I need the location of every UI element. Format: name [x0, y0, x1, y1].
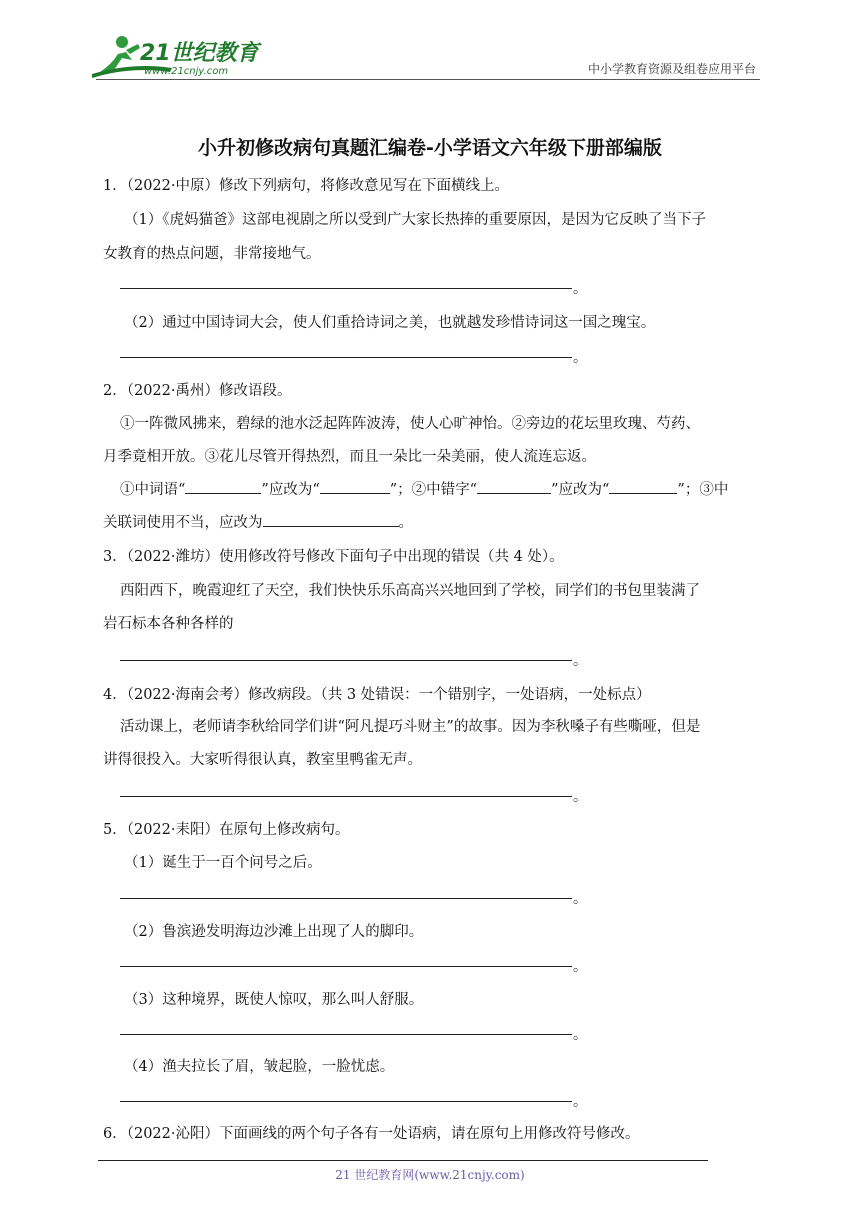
q1-s2-answer-line[interactable]	[120, 357, 572, 358]
footer-divider	[98, 1160, 708, 1161]
q2-blank-char-correct[interactable]	[609, 479, 677, 494]
header-divider	[96, 79, 760, 80]
q2-blank-word-correct[interactable]	[320, 479, 390, 494]
q2-ans-c: ”；②中错字“	[389, 482, 478, 498]
q5-s1-answer-line[interactable]	[120, 898, 572, 899]
q2-ans-line2: 关联词使用不当，应改为	[103, 515, 263, 531]
q3-paragraph-line2: 岩石标本各种各样的	[103, 616, 234, 632]
page-title: 小升初修改病句真题汇编卷-小学语文六年级下册部编版	[198, 137, 662, 159]
q6-stem: 6．（2022·沁阳）下面画线的两个句子各有一处语病，请在原句上用修改符号修改。	[103, 1126, 640, 1142]
q2-ans-b: ”应改为“	[261, 482, 320, 498]
period: 。	[573, 350, 587, 366]
q2-ans-end: 。	[398, 515, 413, 531]
site-logo	[92, 32, 262, 80]
q4-paragraph-line2: 讲得很投入。大家听得很认真，教室里鸭雀无声。	[103, 752, 422, 768]
q1-s1-answer-line[interactable]	[120, 288, 572, 289]
q3-paragraph-line1: 西阳西下，晚霞迎红了天空，我们快快乐乐高高兴兴地回到了学校，同学们的书包里装满了	[120, 583, 700, 599]
period: 。	[573, 653, 587, 669]
q3-answer-line[interactable]	[120, 660, 572, 661]
q2-blank-word-wrong[interactable]	[185, 479, 261, 494]
q5-s2-answer-line[interactable]	[120, 966, 572, 967]
q2-answer-line1	[120, 478, 728, 499]
period: 。	[573, 891, 587, 907]
q1-stem: 1．（2022·中原）修改下列病句，将修改意见写在下面横线上。	[103, 178, 509, 194]
q5-s3: （3）这种境界，既使人惊叹，那么叫人舒服。	[124, 992, 424, 1008]
q5-s2: （2）鲁滨逊发明海边沙滩上出现了人的脚印。	[124, 924, 424, 940]
runner-logo-icon	[92, 32, 262, 80]
q2-blank-char-wrong[interactable]	[477, 479, 551, 494]
footer-text[interactable]: 21 世纪教育网(www.21cnjy.com)	[335, 1168, 525, 1182]
q2-ans-e: ”；③中	[677, 482, 729, 498]
header-platform-name: 中小学教育资源及组卷应用平台	[587, 62, 756, 76]
q4-answer-line[interactable]	[120, 796, 572, 797]
q2-answer-line2	[103, 511, 413, 532]
q1-s2: （2）通过中国诗词大会，使人们重拾诗词之美，也就越发珍惜诗词这一国之瑰宝。	[124, 315, 656, 331]
q3-stem: 3．（2022·潍坊）使用修改符号修改下面句子中出现的错误（共 4 处）。	[103, 549, 564, 565]
period: 。	[573, 789, 587, 805]
q5-stem: 5．（2022·耒阳）在原句上修改病句。	[103, 822, 350, 838]
q2-blank-conjunction[interactable]	[263, 512, 399, 527]
q1-s1-line1: （1）《虎妈猫爸》这部电视剧之所以受到广大家长热捧的重要原因，是因为它反映了当下子	[124, 212, 706, 228]
logo-text: 21世纪教育	[140, 41, 259, 66]
q4-stem: 4．（2022·海南会考）修改病段。（共 3 处错误：一个错别字，一处语病，一处标点）	[103, 687, 651, 703]
period: 。	[573, 281, 587, 297]
period: 。	[573, 1027, 587, 1043]
period: 。	[573, 959, 587, 975]
q5-s3-answer-line[interactable]	[120, 1034, 572, 1035]
q2-ans-a: ①中词语“	[120, 482, 186, 498]
q2-paragraph-line1: ①一阵微风拂来，碧绿的池水泛起阵阵波涛，使人心旷神怡。②旁边的花坛里玫瑰、芍药、	[120, 416, 700, 432]
q2-paragraph-line2: 月季竟相开放。③花儿尽管开得热烈，而且一朵比一朵美丽，使人流连忘返。	[103, 449, 596, 465]
period: 。	[573, 1094, 587, 1110]
q2-ans-d: ”应改为“	[551, 482, 610, 498]
q5-s4: （4）渔夫拉长了眉，皱起脸，一脸忧虑。	[124, 1059, 395, 1075]
logo-url: www.21cnjy.com	[144, 66, 229, 77]
q1-s1-line2: 女教育的热点问题，非常接地气。	[103, 246, 321, 262]
q4-paragraph-line1: 活动课上，老师请李秋给同学们讲“阿凡提巧斗财主”的故事。因为李秋嗓子有些嘶哑，但是	[120, 719, 701, 735]
q2-stem: 2．（2022·禹州）修改语段。	[103, 383, 292, 399]
q5-s4-answer-line[interactable]	[120, 1101, 572, 1102]
q5-s1: （1）诞生于一百个问号之后。	[124, 855, 322, 871]
